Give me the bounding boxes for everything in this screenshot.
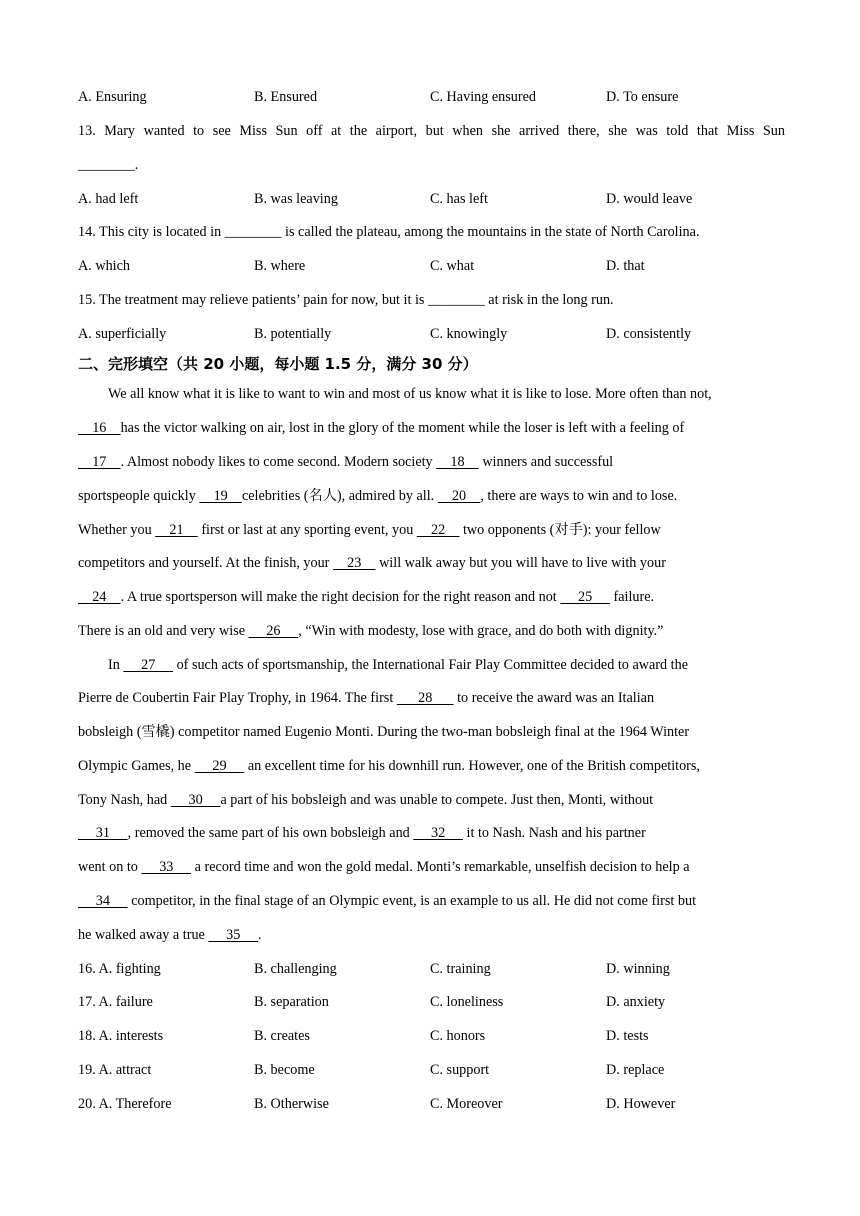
- blank-20: 20: [437, 488, 481, 504]
- passage-line-4: [78, 486, 785, 506]
- blank-25: 25: [560, 589, 610, 605]
- passage-line-2: [78, 418, 785, 438]
- q14-option-b: B. where: [254, 258, 306, 274]
- passage-text: , “Win with modesty, lose with grace, and do both with dignity.”: [298, 623, 664, 639]
- choice-18-c: C. honors: [430, 1028, 486, 1044]
- passage-line-13: [78, 790, 785, 810]
- passage-line-10: [78, 688, 785, 708]
- q15-option-c: C. knowingly: [430, 326, 508, 342]
- passage-text: he walked away a true: [78, 927, 209, 943]
- q14-option-d: D. that: [606, 258, 645, 274]
- choice-20-b: B. Otherwise: [254, 1096, 329, 1112]
- passage-text: of such acts of sportsmanship, the International Fair Play Committee decided to award the: [173, 657, 688, 673]
- passage-line-7: [78, 587, 785, 607]
- blank-17: 17: [78, 454, 121, 470]
- blank-24: 24: [78, 589, 121, 605]
- passage-text: There is an old and very wise: [78, 623, 249, 639]
- blank-18: 18: [436, 454, 479, 470]
- choice-row-20: [78, 1094, 785, 1114]
- choice-17-c: C. loneliness: [430, 994, 504, 1010]
- choice-19-c: C. support: [430, 1062, 490, 1078]
- choice-16-a: 16. A. fighting: [78, 961, 161, 977]
- section-heading: 二、完形填空（共 20 小题，每小题 1.5 分，满分 30 分）: [78, 355, 478, 373]
- q14-stem-pre: 14. This city is located in: [78, 224, 225, 240]
- choice-17-a: 17. A. failure: [78, 994, 153, 1010]
- q15-options: [78, 324, 785, 344]
- q14-blank: ________: [224, 224, 282, 240]
- passage-text: a part of his bobsleigh and was unable to compete. Just then, Monti, without: [220, 792, 654, 808]
- passage-line-6: [78, 553, 785, 573]
- q15-option-b: B. potentially: [254, 326, 332, 342]
- q13-options: [78, 189, 785, 209]
- passage-text: , removed the same part of his own bobsleigh and: [127, 825, 414, 841]
- choice-row-16: [78, 959, 785, 979]
- choice-16-b: B. challenging: [254, 961, 337, 977]
- blank-33: 33: [141, 859, 192, 875]
- q13-option-a: A. had left: [78, 191, 139, 207]
- choice-19-d: D. replace: [606, 1062, 665, 1078]
- choice-18-d: D. tests: [606, 1028, 649, 1044]
- blank-22: 22: [416, 522, 460, 538]
- q12-option-d: D. To ensure: [606, 89, 679, 105]
- q15-stem-pre: 15. The treatment may relieve patients’ pain for now, but it is: [78, 292, 428, 308]
- passage-text: . Almost nobody likes to come second. Modern society: [120, 454, 437, 470]
- passage-text: two opponents (对手): your fellow: [459, 522, 661, 538]
- choice-row-17: [78, 992, 785, 1012]
- q14-option-c: C. what: [430, 258, 475, 274]
- passage-text: first or last at any sporting event, you: [197, 522, 417, 538]
- passage-text: .: [258, 927, 262, 943]
- passage-line-1: We all know what it is like to want to win and most of us know what it is like to lose. More often than not,: [108, 386, 712, 402]
- q14-stem-post: is called the plateau, among the mountains in the state of North Carolina.: [281, 224, 700, 240]
- blank-30: 30: [170, 792, 221, 808]
- passage-text: . A true sportsperson will make the right decision for the right reason and not: [120, 589, 561, 605]
- q14-stem: [78, 222, 785, 242]
- passage-line-12: [78, 756, 785, 776]
- q13-blank: [78, 155, 785, 175]
- passage-line-17: [78, 925, 785, 945]
- q14-options: [78, 256, 785, 276]
- passage-line-11: bobsleigh (雪橇) competitor named Eugenio Monti. During the two-man bobsleigh final at the 1964 Winter: [78, 724, 690, 740]
- passage-text: an excellent time for his downhill run. However, one of the British competitors,: [244, 758, 700, 774]
- q13-stem: 13. Mary wanted to see Miss Sun off at the airport, but when she arrived there, she was told that Miss Sun: [78, 123, 785, 139]
- passage-text: Olympic Games, he: [78, 758, 195, 774]
- q15-option-d: D. consistently: [606, 326, 692, 342]
- q13-option-c: C. has left: [430, 191, 488, 207]
- blank-23: 23: [332, 555, 376, 571]
- choice-19-a: 19. A. attract: [78, 1062, 152, 1078]
- passage-text: Pierre de Coubertin Fair Play Trophy, in 1964. The first: [78, 690, 397, 706]
- choice-row-18: [78, 1026, 785, 1046]
- q14-option-a: A. which: [78, 258, 131, 274]
- q12-options: [78, 87, 785, 107]
- blank-27: 27: [123, 657, 174, 673]
- q13-option-d: D. would leave: [606, 191, 693, 207]
- passage-text: will walk away but you will have to live with your: [375, 555, 666, 571]
- blank-34: 34: [78, 893, 128, 909]
- passage-text: sportspeople quickly: [78, 488, 200, 504]
- blank-32: 32: [413, 825, 463, 841]
- q12-option-c: C. Having ensured: [430, 89, 536, 105]
- choice-20-c: C. Moreover: [430, 1096, 503, 1112]
- blank-29: 29: [194, 758, 245, 774]
- passage-line-3: [78, 452, 785, 472]
- choice-16-c: C. training: [430, 961, 491, 977]
- passage-text: winners and successful: [478, 454, 614, 470]
- choice-18-a: 18. A. interests: [78, 1028, 164, 1044]
- passage-text: failure.: [609, 589, 655, 605]
- blank-26: 26: [248, 623, 299, 639]
- choice-row-19: [78, 1060, 785, 1080]
- choice-20-a: 20. A. Therefore: [78, 1096, 172, 1112]
- passage-line-16: [78, 891, 785, 911]
- passage-text: In: [108, 657, 124, 673]
- blank-16: 16: [78, 420, 121, 436]
- passage-text: a record time and won the gold medal. Monti’s remarkable, unselfish decision to help a: [191, 859, 690, 875]
- choice-18-b: B. creates: [254, 1028, 310, 1044]
- q15-stem: [78, 290, 785, 310]
- passage-line-15: [78, 857, 785, 877]
- blank-21: 21: [155, 522, 198, 538]
- choice-16-d: D. winning: [606, 961, 670, 977]
- passage-text: has the victor walking on air, lost in the glory of the moment while the loser is left with a feeling of: [120, 420, 685, 436]
- q12-option-a: A. Ensuring: [78, 89, 147, 105]
- q15-stem-post: at risk in the long run.: [484, 292, 614, 308]
- passage-line-5: [78, 520, 785, 540]
- passage-line-8: [78, 621, 785, 641]
- q13-option-b: B. was leaving: [254, 191, 338, 207]
- passage-text: Tony Nash, had: [78, 792, 171, 808]
- choice-17-b: B. separation: [254, 994, 329, 1010]
- blank-35: 35: [208, 927, 259, 943]
- passage-text: celebrities (名人), admired by all.: [241, 488, 438, 504]
- passage-line-9: [108, 655, 785, 675]
- q12-option-b: B. Ensured: [254, 89, 318, 105]
- passage-text: to receive the award was an Italian: [453, 690, 655, 706]
- choice-17-d: D. anxiety: [606, 994, 666, 1010]
- passage-text: Whether you: [78, 522, 156, 538]
- passage-text: went on to: [78, 859, 142, 875]
- passage-text: competitors and yourself. At the finish, your: [78, 555, 333, 571]
- blank-28: 28: [396, 690, 454, 706]
- passage-line-14: [78, 823, 785, 843]
- q13-blank-text: ________.: [78, 157, 139, 173]
- choice-19-b: B. become: [254, 1062, 315, 1078]
- passage-text: it to Nash. Nash and his partner: [462, 825, 646, 841]
- blank-31: 31: [78, 825, 128, 841]
- blank-19: 19: [199, 488, 242, 504]
- q15-option-a: A. superficially: [78, 326, 167, 342]
- passage-text: competitor, in the final stage of an Olympic event, is an example to us all. He did not come first but: [127, 893, 697, 909]
- choice-20-d: D. However: [606, 1096, 676, 1112]
- q15-blank: ________: [428, 292, 485, 308]
- passage-text: , there are ways to win and to lose.: [480, 488, 678, 504]
